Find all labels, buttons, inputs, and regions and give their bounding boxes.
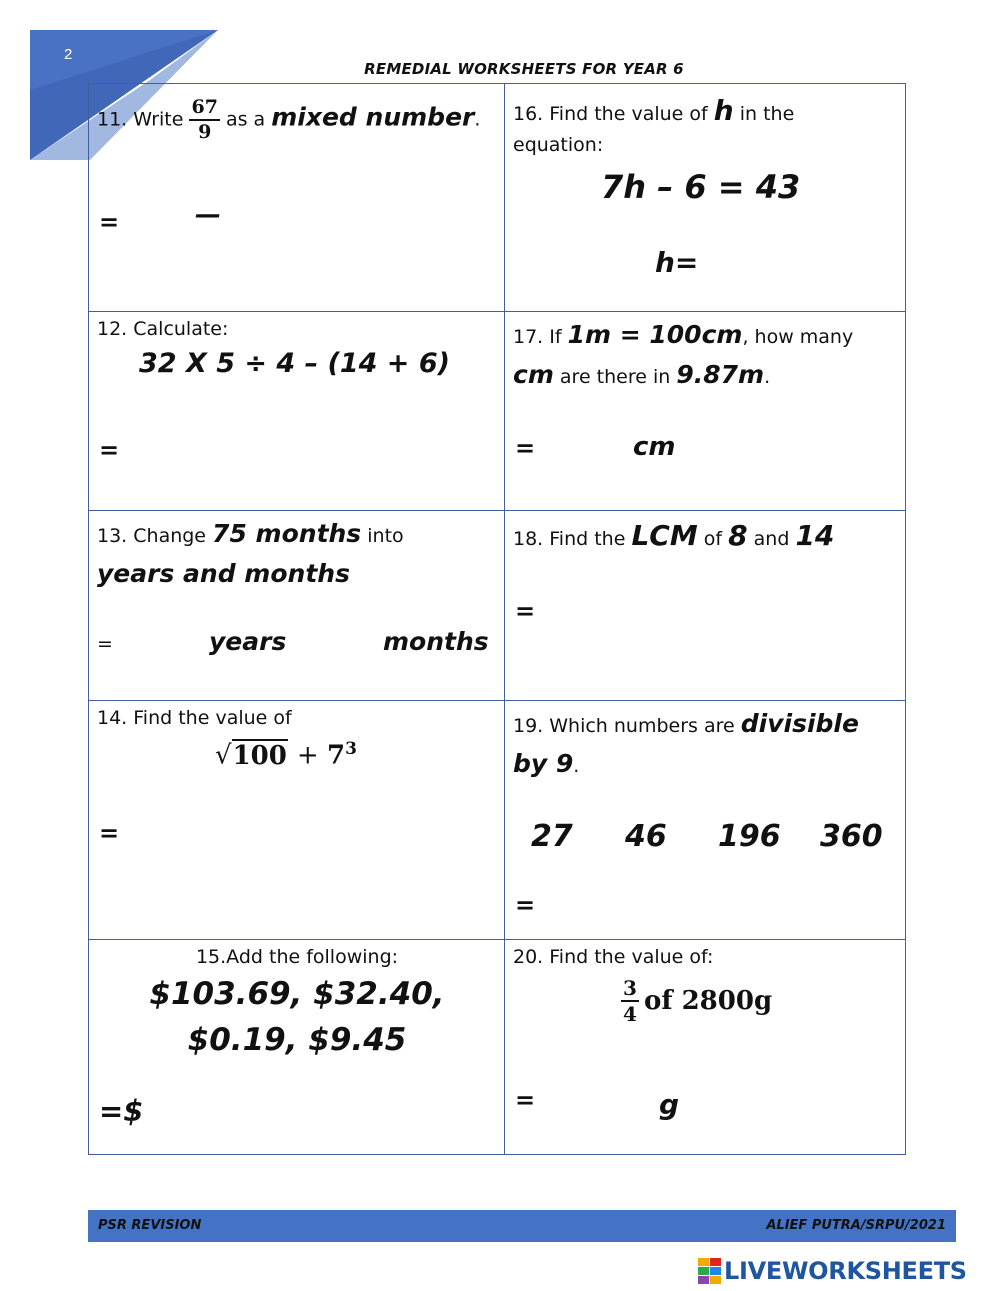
footer-left: PSR REVISION bbox=[98, 1218, 202, 1233]
question-17: 17. If 1m = 100cm, how many cm are there in 9.87m. = cm bbox=[505, 312, 906, 511]
answer-label: = bbox=[515, 597, 536, 625]
number-option: 27 bbox=[531, 819, 573, 854]
answer-label: = bbox=[515, 891, 536, 919]
equation: 7h – 6 = 43 bbox=[601, 168, 801, 206]
number-option: 46 bbox=[625, 819, 667, 854]
fraction-denominator: 4 bbox=[623, 1002, 637, 1026]
question-12: 12. Calculate: 32 X 5 ÷ 4 – (14 + 6) = bbox=[89, 312, 505, 511]
question-13: 13. Change 75 months into years and months = years months bbox=[89, 511, 505, 701]
answer-label: = bbox=[515, 434, 536, 462]
question-16: 16. Find the value of h in the equation: 7h – 6 = 43 h= bbox=[505, 84, 906, 312]
number-option: 360 bbox=[820, 819, 883, 854]
worksheet-grid bbox=[88, 83, 906, 1155]
footer-bar bbox=[88, 1210, 956, 1242]
answer-label: = bbox=[99, 436, 120, 464]
unit-months: months bbox=[383, 627, 489, 656]
answer-label: = bbox=[515, 1086, 536, 1114]
expression: 32 X 5 ÷ 4 – (14 + 6) bbox=[139, 348, 450, 379]
expression: $\frac{3}{4}$ of 2800g bbox=[623, 976, 773, 1026]
amounts-line-2: $0.19, $9.45 bbox=[187, 1022, 407, 1058]
question-11: 11. Write $\frac{67}{9}$ as a mixed number. = — bbox=[89, 84, 505, 312]
answer-label: = bbox=[97, 633, 113, 655]
page-number: 2 bbox=[64, 46, 73, 63]
footer-right: ALIEF PUTRA/SRPU/2021 bbox=[766, 1218, 946, 1233]
unit-label: cm bbox=[633, 432, 676, 462]
logo-icon bbox=[698, 1258, 722, 1284]
question-18: 18. Find the LCM of 8 and 14 = bbox=[505, 511, 906, 701]
brand-name: LIVEWORKSHEETS bbox=[724, 1257, 967, 1285]
question-20: 20. Find the value of: $\frac{3}{4}$ of 2800g = g bbox=[505, 940, 906, 1155]
answer-label: = bbox=[99, 819, 120, 847]
answer-label: =$ bbox=[99, 1094, 144, 1128]
liveworksheets-logo[interactable] bbox=[698, 1256, 967, 1286]
answer-label: = bbox=[99, 208, 120, 236]
fraction-numerator: 67 bbox=[191, 96, 218, 118]
expression: $√100 + 7^3$ bbox=[215, 739, 357, 771]
unit-label: g bbox=[659, 1088, 680, 1121]
question-19: 19. Which numbers are divisible by 9. 27 46 196 360 = bbox=[505, 701, 906, 940]
unit-years: years bbox=[209, 627, 287, 656]
fraction-line: — bbox=[195, 200, 221, 230]
question-15: 15.Add the following: $103.69, $32.40, $0.19, $9.45 =$ bbox=[89, 940, 505, 1155]
page-title: REMEDIAL WORKSHEETS FOR YEAR 6 bbox=[364, 60, 684, 78]
fraction-denominator: 9 bbox=[189, 119, 219, 144]
number-option: 196 bbox=[718, 819, 781, 854]
fraction-numerator: 3 bbox=[623, 976, 637, 1000]
question-14: 14. Find the value of $√100 + 7^3$ = bbox=[89, 701, 505, 940]
amounts-line-1: $103.69, $32.40, bbox=[149, 976, 445, 1012]
answer-label: h= bbox=[655, 246, 699, 279]
